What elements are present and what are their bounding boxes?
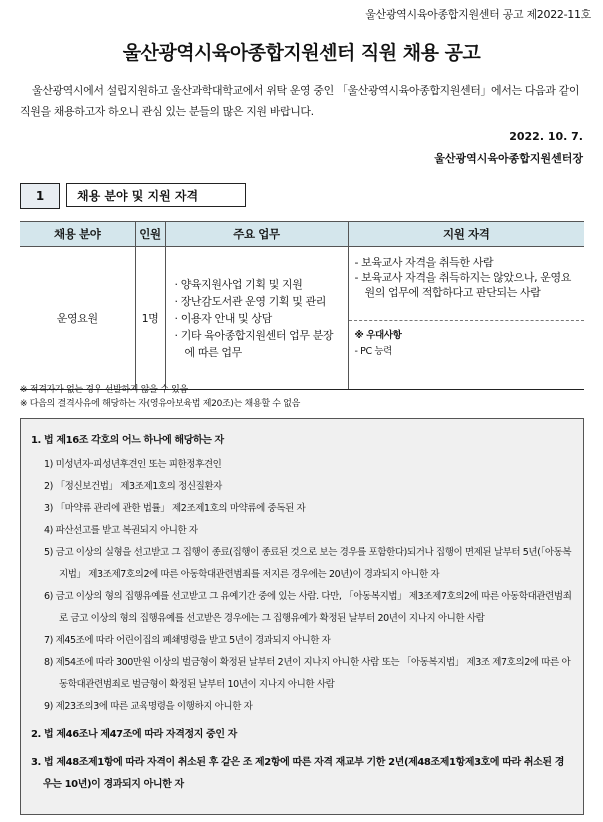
disqualification-item: 8) 제54조에 따라 300만원 이상의 벌금형이 확정된 날부터 2년이 지나지 아니한 사람 또는 「아동복지법」 제3조 제7호의2에 따른 아동학대관련범죄로 벌금형이 확정된 날부터 10년이 지나지 아니한 사람 [44,657,571,690]
disqualification-item: 9) 제23조의3에 따른 교육명령을 이행하지 아니한 자 [44,701,253,712]
disqualification-item: 7) 제45조에 따라 어린이집의 폐쇄명령을 받고 5년이 경과되지 아니한 자 [44,635,331,646]
disqualification-item: 4) 파산선고를 받고 복권되지 아니한 자 [44,525,198,536]
table-row [20,247,584,390]
disqualification-item: 1) 미성년자·피성년후견인 또는 피한정후견인 [44,459,222,470]
disqualification-item: 3) 「마약류 관리에 관한 법률」 제2조제1호의 마약류에 중독된 자 [44,503,306,514]
qualification-item: - 보육교사 자격을 취득하지는 않았으나, 운영요원의 업무에 적합하다고 판단되는 사람 [354,271,571,299]
disqualification-item: 2) 「정신보건법」 제3조제1호의 정신질환자 [44,481,222,492]
preference-item: - PC 능력 [354,346,392,357]
table-header-row [20,222,584,247]
disqualification-heading: 1. 법 제16조 각호의 어느 하나에 해당하는 자 [31,435,224,446]
note-item: ※ 다음의 결격사유에 해당하는 자(영유아보육법 제20조)는 채용할 수 없음 [20,399,301,409]
notes [20,383,300,411]
qualification-item: - 보육교사 자격을 취득한 사람 [354,256,494,269]
page-title: 울산광역시육아종합지원센터 직원 채용 공고 [122,42,481,64]
preference-title: ※ 우대사항 [354,330,402,341]
header-count: 인원 [135,222,165,247]
disqualification-box [20,418,584,815]
announcement-date: 2022. 10. 7. [509,130,583,143]
disqualification-heading: 3. 법 제48조제1항에 따라 자격이 취소된 후 같은 조 제2항에 따른 자격 재교부 기한 2년(제48조제1항제3호에 따라 취소된 경우는 10년)이 경과되지 아니한 자 [31,757,564,790]
duty-item: · 기타 육아종합지원센터 업무 분장에 따른 업무 [174,328,334,359]
header-field: 채용 분야 [20,222,135,247]
header-duties: 주요 업무 [165,222,348,247]
disqualification-item: 5) 금고 이상의 실형을 선고받고 그 집행이 종료(집행이 종료된 것으로 보는 경우를 포함한다)되거나 집행이 면제된 날부터 5년(「아동복지법」 제3조제7호의2에 따른 아동학대관련범죄를 저지른 경우에는 20년)이 경과되지 아니한 자 [44,547,572,580]
count-cell: 1명 [135,247,165,390]
section-header [20,183,246,209]
note-item: ※ 적격자가 없는 경우 선발하지 않을 수 있음 [20,385,188,395]
qualification-list [349,247,585,321]
disqualification-heading: 2. 법 제46조나 제47조에 따라 자격정지 중인 자 [31,729,237,740]
duty-item: · 이용자 안내 및 상담 [174,311,272,325]
preference-block [349,321,585,367]
recruitment-table [20,221,584,390]
section-title: 채용 분야 및 지원 자격 [66,183,246,207]
section-number: 1 [20,183,60,209]
duty-item: · 장난감도서관 운영 기획 및 관리 [174,294,327,308]
issuing-organization: 울산광역시육아종합지원센터장 [434,152,583,165]
disqualification-item: 6) 금고 이상의 형의 집행유예를 선고받고 그 유예기간 중에 있는 사람. 다만, 「아동복지법」 제3조제7호의2에 따른 아동학대관련범죄로 금고 이상의 형의 집행유예를 선고받은 경우에는 그 집행유예가 확정된 날부터 20년이 지나지 아니한 사람 [44,591,572,624]
qualifications-cell [348,247,584,390]
duties-cell [165,247,348,390]
intro-paragraph: 울산광역시에서 설립지원하고 울산과학대학교에서 위탁 운영 중인 「울산광역시육아종합지원센터」에서는 다음과 같이 직원을 채용하고자 하오니 관심 있는 분들의 많은 지원 바랍니다. [20,84,580,118]
document-number: 울산광역시육아종합지원센터 공고 제2022-11호 [365,8,591,21]
duty-item: · 양육지원사업 기획 및 지원 [174,277,303,291]
header-qualifications: 지원 자격 [348,222,584,247]
field-cell: 운영요원 [20,247,135,390]
